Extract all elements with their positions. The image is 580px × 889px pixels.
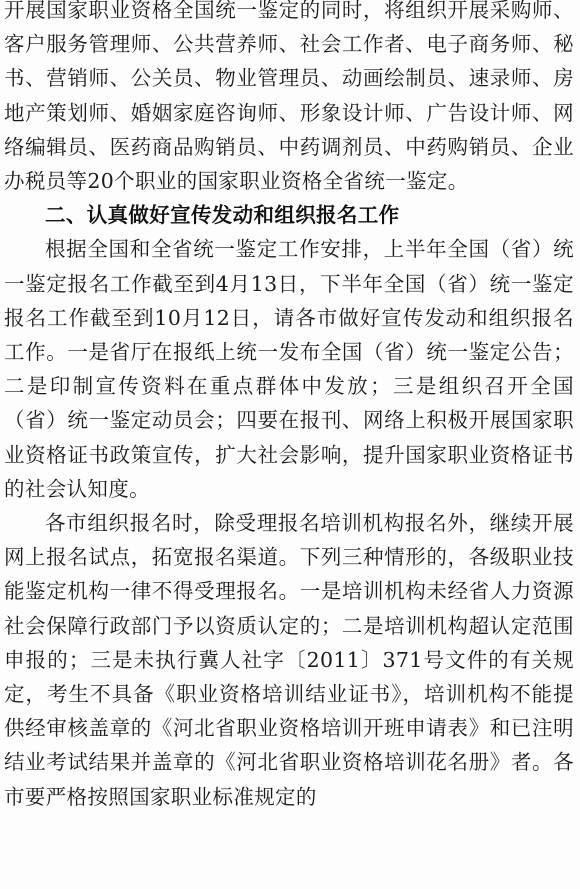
paragraph-3: 各市组织报名时，除受理报名培训机构报名外，继续开展网上报名试点，拓宽报名渠道。下列三种情形的，各级职业技能鉴定机构一律不得受理报名。一是培训机构未经省人力资源社会保障行政部门予以资质认定的；二是培训机构超认定范围申报的；三是未执行冀人社字〔2011〕371号文件的有关规定，考生不具备《职业资格培训结业证书》，培训机构不能提供经审核盖章的《河北省职业资格培训开班申请表》和已注明结业考试结果并盖章的《河北省职业资格培训花名册》者。各市要严格按照国家职业标准规定的 <box>4 511 574 809</box>
section-heading-2: 二、认真做好宣传发动和组织报名工作 <box>45 203 400 228</box>
paragraph-2: 根据全国和全省统一鉴定工作安排，上半年全国（省）统一鉴定报名工作截至到4月13日，下半年全国（省）统一鉴定报名工作截至到10月12日，请各市做好宣传发动和组织报名工作。一是省厅在报纸上统一发布全国（省）统一鉴定公告；二是印制宣传资料在重点群体中发放；三是组织召开全国（省）统一鉴定动员会；四要在报刊、网络上积极开展国家职业资格证书政策宣传，扩大社会影响，提升国家职业资格证书的社会认知度。 <box>4 237 574 501</box>
paragraph-1: 开展国家职业资格全国统一鉴定的同时，将组织开展采购师、客户服务管理师、公共营养师、社会工作者、电子商务师、秘书、营销师、公关员、物业管理员、动画绘制员、速录师、房地产策划师、婚姻家庭咨询师、形象设计师、广告设计师、网络编辑员、医药商品购销员、中药调剂员、中药购销员、企业办税员等20个职业的国家职业资格全省统一鉴定。 <box>4 0 574 194</box>
